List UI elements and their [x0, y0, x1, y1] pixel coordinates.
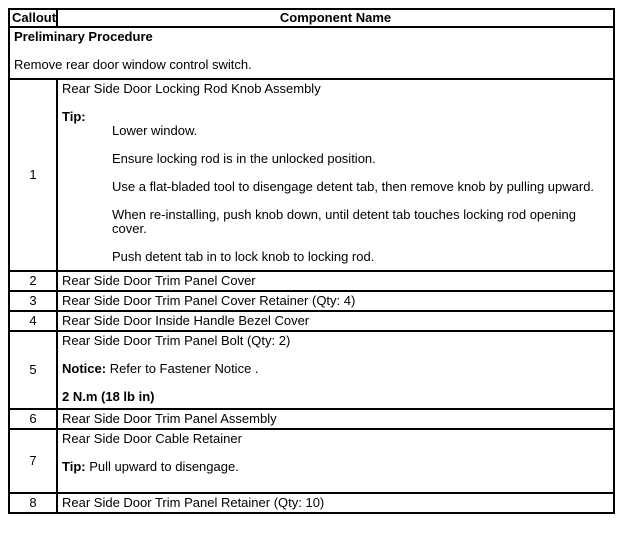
- tip-label: Tip:: [62, 109, 86, 124]
- callout-number: 7: [9, 429, 57, 493]
- callout-number: 8: [9, 493, 57, 513]
- header-component-name: Component Name: [57, 9, 614, 27]
- tip-text: Pull upward to disengage.: [89, 459, 239, 474]
- table-row: [9, 311, 614, 331]
- blank-line: [62, 166, 609, 180]
- component-name: Rear Side Door Cable Retainer: [62, 431, 242, 446]
- table-row: [9, 429, 614, 493]
- table-row: [9, 409, 614, 429]
- tip-item: Lower window.: [112, 123, 198, 138]
- blank-line: [62, 376, 609, 390]
- component-name: Rear Side Door Trim Panel Cover: [57, 271, 614, 291]
- component-name: Rear Side Door Trim Panel Bolt (Qty: 2): [62, 333, 291, 348]
- blank-line: [14, 44, 609, 58]
- tip-item: When re-installing, push knob down, until detent tab touches locking rod opening cover.: [112, 207, 576, 236]
- notice-label: Notice:: [62, 361, 107, 376]
- blank-line: [62, 194, 609, 208]
- table-row: [9, 79, 614, 271]
- header-callout: Callout: [9, 9, 57, 27]
- callout-number: 3: [9, 291, 57, 311]
- table-header-row: [9, 9, 614, 27]
- component-cell: [57, 429, 614, 493]
- tip-item: Use a flat-bladed tool to disengage detent tab, then remove knob by pulling upward.: [112, 179, 595, 194]
- table-row: [9, 493, 614, 513]
- component-name: Rear Side Door Locking Rod Knob Assembly: [62, 81, 321, 96]
- preliminary-procedure-title: Preliminary Procedure: [14, 29, 153, 44]
- preliminary-procedure-row: [9, 27, 614, 79]
- component-name: Rear Side Door Trim Panel Assembly: [57, 409, 614, 429]
- tip-label: Tip:: [62, 459, 86, 474]
- component-cell: [57, 79, 614, 271]
- blank-line: [62, 348, 609, 362]
- component-cell: [57, 331, 614, 409]
- tip-item: Ensure locking rod is in the unlocked position.: [112, 151, 376, 166]
- callout-number: 1: [9, 79, 57, 271]
- blank-line: [62, 96, 609, 110]
- table-row: [9, 291, 614, 311]
- callout-number: 4: [9, 311, 57, 331]
- callout-number: 6: [9, 409, 57, 429]
- torque-spec: 2 N.m (18 lb in): [62, 389, 155, 404]
- preliminary-procedure-step: Remove rear door window control switch.: [14, 57, 252, 72]
- blank-line: [62, 138, 609, 152]
- table-row: [9, 331, 614, 409]
- notice-line: [62, 362, 609, 376]
- tip-line: [62, 460, 609, 474]
- tip-item: Push detent tab in to lock knob to locking rod.: [112, 249, 375, 264]
- table-row: [9, 271, 614, 291]
- component-name: Rear Side Door Trim Panel Cover Retainer (Qty: 4): [57, 291, 614, 311]
- component-name: Rear Side Door Trim Panel Retainer (Qty: 10): [57, 493, 614, 513]
- callout-number: 5: [9, 331, 57, 409]
- preliminary-procedure-cell: [9, 27, 614, 79]
- callout-number: 2: [9, 271, 57, 291]
- notice-text: Refer to Fastener Notice .: [109, 361, 259, 376]
- blank-line: [62, 236, 609, 250]
- component-table: [8, 8, 615, 514]
- blank-line: [62, 446, 609, 460]
- component-name: Rear Side Door Inside Handle Bezel Cover: [57, 311, 614, 331]
